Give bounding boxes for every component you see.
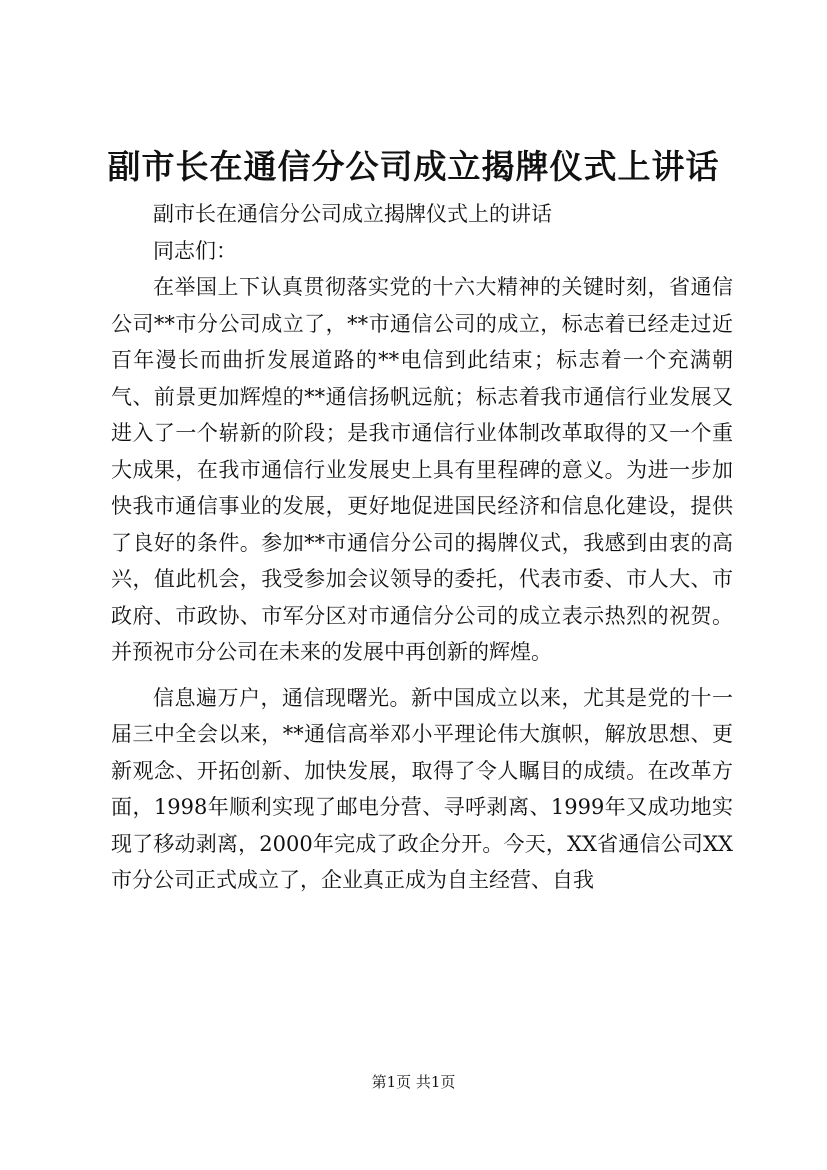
- document-title: 副市长在通信分公司成立揭牌仪式上讲话: [107, 147, 720, 186]
- body-paragraph-2: 信息遍万户，通信现曙光。新中国成立以来，尤其是党的十一届三中全会以来，**通信高举邓小平理论伟大旗帜，解放思想、更新观念、开拓创新、加快发展，取得了令人瞩目的成绩。在改革方面，1998年顺利实现了邮电分营、寻呼剥离、1999年又成功地实现了移动剥离，2000年完成了政企分开。今天，XX省通信公司XX市分公司正式成立了，企业真正成为自主经营、自我: [111, 685, 733, 892]
- page-footer: 第1页 共1页: [371, 1073, 456, 1091]
- document-subtitle: 副市长在通信分公司成立揭牌仪式上的讲话: [153, 202, 552, 226]
- salutation: 同志们：: [153, 238, 237, 263]
- document-body: [111, 196, 733, 899]
- body-paragraph-1: 在举国上下认真贯彻落实党的十六大精神的关键时刻，省通信公司**市分公司成立了，**市通信公司的成立，标志着已经走过近百年漫长而曲折发展道路的**电信到此结束；标志着一个充满朝气、前景更加辉煌的**通信扬帆远航；标志着我市通信行业发展又进入了一个崭新的阶段；是我市通信行业体制改革取得的又一个重大成果，在我市通信行业发展史上具有里程碑的意义。为进一步加快我市通信事业的发展，更好地促进国民经济和信息化建设，提供了良好的条件。参加**市通信分公司的揭牌仪式，我感到由衷的高兴，值此机会，我受参加会议领导的委托，代表市委、市人大、市政府、市政协、市军分区对市通信分公司的成立表示热烈的祝贺。并预祝市分公司在未来的发展中再创新的辉煌。: [111, 275, 733, 664]
